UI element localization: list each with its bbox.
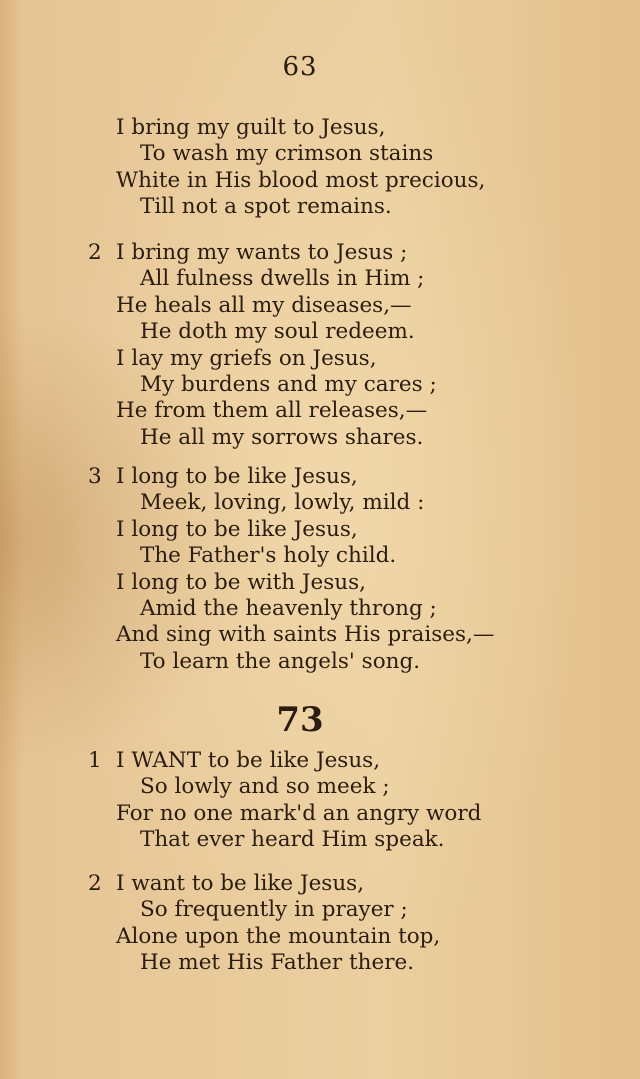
stanza-continued <box>88 115 608 221</box>
verse-line: To wash my crimson stains <box>140 141 434 167</box>
verse-line: He met His Father there. <box>140 950 415 976</box>
stanza-number: 2 <box>88 871 102 896</box>
stanza-number: 1 <box>88 748 102 773</box>
verse-line: He doth my soul redeem. <box>140 319 415 345</box>
stanza-3 <box>88 464 608 675</box>
verse-line: He from them all releases,— <box>116 398 428 424</box>
verse-line: To learn the angels' song. <box>140 648 421 674</box>
stanza-number: 2 <box>88 240 102 265</box>
verse-line: The Father's holy child. <box>140 543 397 569</box>
verse-line: For no one mark'd an angry word <box>116 800 482 826</box>
verse-line: Till not a spot remains. <box>140 194 392 220</box>
verse-line: I lay my griefs on Jesus, <box>116 345 377 371</box>
verse-line: 2 I bring my wants to Jesus ; <box>88 240 408 265</box>
verse-line: White in His blood most precious, <box>116 167 486 193</box>
verse-line: I long to be with Jesus, <box>116 569 367 595</box>
verse-line: That ever heard Him speak. <box>140 827 445 853</box>
hymn-number: 73 <box>276 700 324 740</box>
verse-line: And sing with saints His praises,— <box>116 622 495 648</box>
verse-line: He all my sorrows shares. <box>140 424 424 450</box>
verse-line: 3 I long to be like Jesus, <box>88 464 358 489</box>
verse-line: Amid the heavenly throng ; <box>140 595 437 621</box>
page-number: 63 <box>282 52 318 82</box>
hymn-73-stanza-1 <box>88 748 608 854</box>
verse-line: So frequently in prayer ; <box>140 897 408 923</box>
verse-line: My burdens and my cares ; <box>140 371 437 397</box>
verse-line: I bring my guilt to Jesus, <box>116 115 386 140</box>
hymn-73-stanza-2 <box>88 871 608 977</box>
verse-line: He heals all my diseases,— <box>116 292 412 318</box>
verse-line: I long to be like Jesus, <box>116 516 358 542</box>
verse-line: All fulness dwells in Him ; <box>140 266 425 292</box>
verse-line: 2 I want to be like Jesus, <box>88 871 365 896</box>
verse-line: 1 I WANT to be like Jesus, <box>88 748 381 773</box>
verse-line: Alone upon the mountain top, <box>116 923 441 949</box>
stanza-number: 3 <box>88 464 102 489</box>
stanza-2 <box>88 240 608 451</box>
verse-line: So lowly and so meek ; <box>140 774 390 800</box>
verse-line: Meek, loving, lowly, mild : <box>140 490 425 516</box>
